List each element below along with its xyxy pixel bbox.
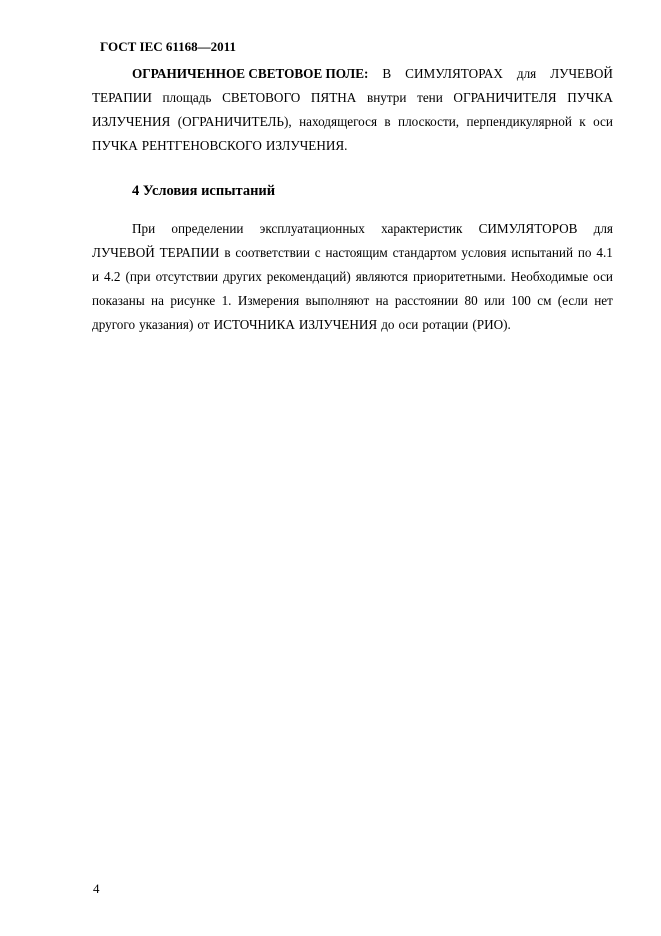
word: по [577,245,592,260]
word: РЕНТГЕНОВСКОГО [141,138,262,153]
word: выполняют [305,293,370,308]
word: с [314,245,321,260]
page-number: 4 [93,881,100,896]
word: отсутствии [155,269,219,284]
word: от [197,317,210,332]
word: 80 [464,293,478,308]
word: перпендикулярной [466,114,572,129]
word: для [516,66,537,81]
word: ИЗЛУЧЕНИЯ. [265,138,348,153]
word: до [381,317,395,332]
definition-line-3 [92,110,613,134]
word: оси [398,317,419,332]
word: 1. [221,293,232,308]
section-paragraph [92,217,613,337]
definition-term: ОГРАНИЧЕННОЕ СВЕТОВОЕ ПОЛЕ: [132,66,369,81]
section-line-2 [92,241,613,265]
word: (при [125,269,151,284]
word: ТЕРАПИИ [92,90,152,105]
word: (ОГРАНИЧИТЕЛЬ), [177,114,292,129]
word: ИЗЛУЧЕНИЯ [298,317,378,332]
word: ИЗЛУЧЕНИЯ [92,114,171,129]
definition-line-1 [92,62,613,86]
word: СИМУЛЯТОРАХ [405,66,503,81]
word: указания) [139,317,194,332]
word: (если [557,293,588,308]
word: оси [593,114,613,129]
word: на [151,293,164,308]
word: для [593,221,613,236]
word: СИМУЛЯТОРОВ [478,221,578,236]
word: расстоянии [394,293,459,308]
word: настоящим [325,245,388,260]
word: в [224,245,231,260]
word: 4.2 [104,269,121,284]
word: находящегося [299,114,378,129]
word: определении [171,221,244,236]
word: приоритетными. [412,269,506,284]
word: другого [92,317,136,332]
word: внутри [366,90,407,105]
word: ТЕРАПИИ [159,245,220,260]
word: При [132,221,156,236]
word: ОГРАНИЧИТЕЛЯ [453,90,557,105]
word: других [223,269,262,284]
word: оси [593,269,613,284]
word: условия [461,245,507,260]
word: Измерения [237,293,300,308]
definition-paragraph [92,62,613,158]
word: или [484,293,505,308]
word: ЛУЧЕВОЙ [550,66,613,81]
word: являются [355,269,408,284]
word: площадь [162,90,212,105]
word: (РИО). [472,317,511,332]
word: ПУЧКА [92,138,138,153]
word: рекомендаций) [266,269,351,284]
word: ЛУЧЕВОЙ [92,245,155,260]
word: 4.1 [596,245,613,260]
word: в [384,114,391,129]
word: плоскости, [398,114,460,129]
word: и [92,269,100,284]
section-line-4 [92,289,613,313]
section-line-3 [92,265,613,289]
word: см [537,293,552,308]
word: ИСТОЧНИКА [213,317,295,332]
word: ПЯТНА [310,90,357,105]
section-line-5 [92,313,613,337]
word: стандартом [392,245,457,260]
word: СВЕТОВОГО [222,90,301,105]
definition-line-4 [92,134,613,158]
word: ПУЧКА [567,90,613,105]
word: эксплуатационных [259,221,365,236]
section-line-1 [92,217,613,241]
word: ротации [422,317,469,332]
definition-line-2 [92,86,613,110]
running-header: ГОСТ IEC 61168—2011 [100,39,236,54]
word: на [375,293,389,308]
word: Необходимые [510,269,589,284]
word: к [579,114,586,129]
word: В [382,66,392,81]
word: соответствии [235,245,310,260]
word: нет [594,293,613,308]
section-heading: 4 Условия испытаний [132,183,276,199]
word: характеристик [381,221,463,236]
word: показаны [92,293,145,308]
word: испытаний [511,245,574,260]
word: рисунке [170,293,216,308]
word: 100 [511,293,531,308]
word: тени [417,90,443,105]
